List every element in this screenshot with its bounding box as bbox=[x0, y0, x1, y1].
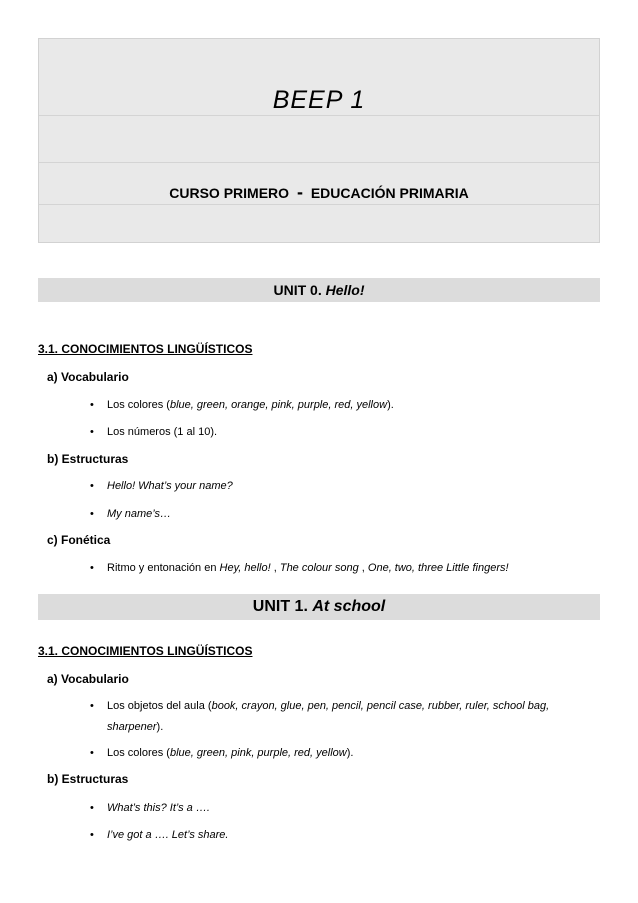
unit-0-label: UNIT 0. bbox=[273, 282, 322, 298]
unit-0-fonetica-title: c) Fonética bbox=[47, 533, 111, 547]
document-subtitle bbox=[39, 182, 599, 203]
unit-0-vocabulario-title: a) Vocabulario bbox=[47, 370, 129, 384]
unit-1-heading bbox=[38, 594, 600, 620]
header-divider bbox=[39, 115, 599, 116]
unit-1-section-title: 3.1. CONOCIMIENTOS LINGÜÍSTICOS bbox=[38, 644, 253, 658]
bullet-icon: • bbox=[90, 508, 94, 520]
bullet-icon: • bbox=[90, 802, 94, 814]
unit-0-section-title: 3.1. CONOCIMIENTOS LINGÜÍSTICOS bbox=[38, 342, 253, 356]
bullet-icon: • bbox=[90, 426, 94, 438]
document-title: BEEP 1 bbox=[272, 86, 366, 114]
unit-0-heading bbox=[38, 278, 600, 302]
bullet-icon: • bbox=[90, 480, 94, 492]
bullet-icon: • bbox=[90, 829, 94, 841]
unit-1-vocabulario-title: a) Vocabulario bbox=[47, 672, 129, 686]
unit-1-estructuras-title: b) Estructuras bbox=[47, 772, 129, 786]
header-box bbox=[38, 38, 600, 243]
subtitle-course: CURSO PRIMERO bbox=[169, 185, 290, 201]
header-divider bbox=[39, 204, 599, 205]
header-divider bbox=[39, 162, 599, 163]
bullet-icon: • bbox=[90, 399, 94, 411]
unit-1-name: At school bbox=[312, 598, 386, 615]
bullet-icon: • bbox=[90, 562, 94, 574]
subtitle-level: EDUCACIÓN PRIMARIA bbox=[310, 185, 469, 201]
unit-0-estructuras-title: b) Estructuras bbox=[47, 452, 129, 466]
bullet-icon: • bbox=[90, 700, 94, 712]
unit-0-name: Hello! bbox=[325, 282, 365, 298]
bullet-icon: • bbox=[90, 747, 94, 759]
subtitle-dash: - bbox=[296, 182, 303, 202]
unit-1-label: UNIT 1. bbox=[252, 598, 308, 615]
